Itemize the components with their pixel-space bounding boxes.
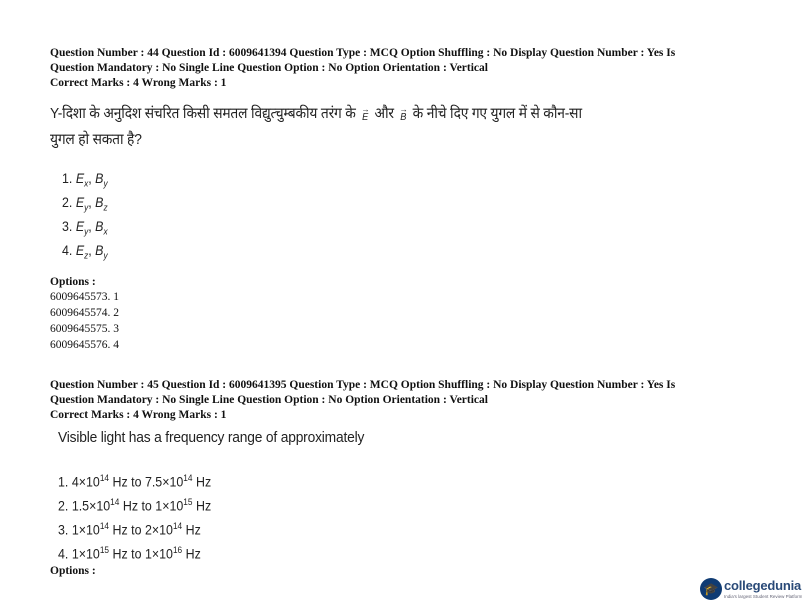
q45-marks: Correct Marks : 4 Wrong Marks : 1 xyxy=(50,409,227,421)
q44-option-4: 4. $E_z$, $B_y$ xyxy=(62,243,108,261)
q45-option-2: 2. $1.5\times 10^{14}$ Hz to $1\times 10^{15}$ Hz xyxy=(58,497,212,514)
q44-text-part1: Y-दिशा के अनुदिश संचरित किसी समतल विद्युत्चुम्बकीय तरंग के xyxy=(50,105,356,122)
graduation-cap-icon: 🎓 xyxy=(700,578,722,600)
q44-option-list xyxy=(62,167,706,263)
q44-text-line2: युगल हो सकता है? xyxy=(50,131,142,148)
q44-option-id-4: 6009645576. 4 xyxy=(50,339,119,351)
q44-text-and: और xyxy=(374,105,394,122)
q44-meta xyxy=(50,46,750,91)
q44-vector-b: → B xyxy=(400,107,406,129)
q45-option-list xyxy=(58,466,702,562)
logo-text: collegedunia xyxy=(724,578,802,593)
q44-option-1: 1. $E_x$, $B_y$ xyxy=(62,171,108,189)
q45-meta-line2: Question Mandatory : No Single Line Question Option : No Option Orientation : Vertical xyxy=(50,394,488,406)
q44-options-section xyxy=(50,276,750,353)
q45-meta-line1: Question Number : 45 Question Id : 6009641395 Question Type : MCQ Option Shuffling : No Display Question Number : Yes Is xyxy=(50,379,676,391)
q45-option-3: 3. $1\times 10^{14}$ Hz to $2\times 10^{14}$ Hz xyxy=(58,521,201,538)
logo-tagline: India's largest Student Review Platform xyxy=(724,594,802,599)
q45-question-text: Visible light has a frequency range of approximately xyxy=(58,429,365,446)
q45-option-4: 4. $1\times 10^{15}$ Hz to $1\times 10^{16}$ Hz xyxy=(58,545,201,562)
q44-options-label: Options : xyxy=(50,276,96,288)
collegedunia-logo xyxy=(700,576,802,606)
q44-option-3: 3. $E_y$, $B_x$ xyxy=(62,219,108,237)
q44-option-2: 2. $E_y$, $B_z$ xyxy=(62,195,108,213)
q44-marks: Correct Marks : 4 Wrong Marks : 1 xyxy=(50,77,227,89)
q44-vector-e: → E xyxy=(362,107,368,129)
q44-meta-line1: Question Number : 44 Question Id : 6009641394 Question Type : MCQ Option Shuffling : No Display Question Number : Yes Is xyxy=(50,47,676,59)
q44-meta-line2: Question Mandatory : No Single Line Question Option : No Option Orientation : Vertical xyxy=(50,62,488,74)
q45-options-label: Options : xyxy=(50,565,96,577)
q45-meta xyxy=(50,378,750,423)
q45-option-1: 1. $4\times 10^{14}$ Hz to $7.5\times 10^{14}$ Hz xyxy=(58,473,212,490)
q44-option-id-3: 6009645575. 3 xyxy=(50,323,119,335)
q44-question-text xyxy=(50,103,694,151)
q44-text-part2: के नीचे दिए गए युगल में से कौन-सा xyxy=(412,105,582,122)
q44-option-id-1: 6009645573. 1 xyxy=(50,291,119,303)
q44-option-id-2: 6009645574. 2 xyxy=(50,307,119,319)
